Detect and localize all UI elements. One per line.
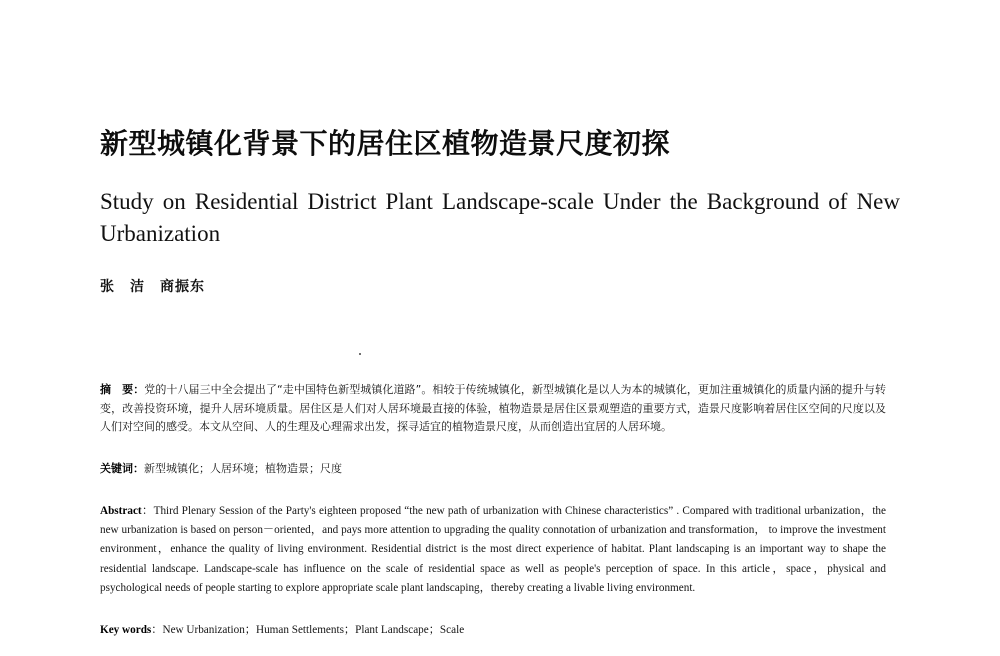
- keywords-english-text: New Urbanization；Human Settlements；Plant Landscape；Scale: [162, 624, 465, 636]
- keywords-english-label: Key words: [100, 624, 152, 636]
- abstract-english-label: Abstract: [100, 505, 142, 517]
- keywords-english: [100, 621, 886, 639]
- keywords-english-separator: ：: [151, 624, 163, 636]
- abstract-english: [100, 502, 886, 598]
- authors: 张 洁 商振东: [100, 279, 205, 295]
- abstract-chinese-text: 党的十八届三中全会提出了“走中国特色新型城镇化道路”。相较于传统城镇化，新型城镇化是以人为本的城镇化，更加注重城镇化的质量内涵的提升与转变，改善投资环境，提升人居环境质量。居住区是人们对人居环境最直接的体验，植物造景是居住区景观塑造的重要方式，造景尺度影响着居住区空间的尺度以及人们对空间的感受。本文从空间、人的生理及心理需求出发，探寻适宜的植物造景尺度，从而创造出宜居的人居环境。: [100, 383, 886, 433]
- title-chinese: 新型城镇化背景下的居住区植物造景尺度初探: [100, 127, 671, 160]
- scan-speck: [359, 353, 361, 355]
- keywords-chinese: [100, 460, 886, 478]
- title-english: Study on Residential District Plant Landscape-scale Under the Background of New Urbanization: [100, 189, 900, 246]
- abstract-chinese: [100, 381, 886, 437]
- keywords-chinese-text: 新型城镇化；人居环境；植物造景；尺度: [144, 462, 342, 475]
- abstract-english-text: Third Plenary Session of the Party's eighteen proposed “the new path of urbanization with Chinese characteristics” . Compared with traditional urbanization，the new urbanization is based on person－oriented，and pays more attention to upgrading the quality connotation of urbanization and transformation， to improve the investment environment，enhance the quality of living environment. Residential district is the most direct experience of habitat. Plant landscaping is an important way to shape the residential landscape. Landscape-scale has influence on the scale of residential space as well as people's perception of space. In this article，space，physical and psychological needs of people starting to explore appropriate scale plant landscaping，thereby creating a livable living environment.: [100, 505, 886, 594]
- keywords-chinese-label: 关键词：: [100, 462, 144, 475]
- abstract-english-separator: ：: [141, 505, 154, 517]
- abstract-chinese-label: 摘 要：: [100, 383, 145, 396]
